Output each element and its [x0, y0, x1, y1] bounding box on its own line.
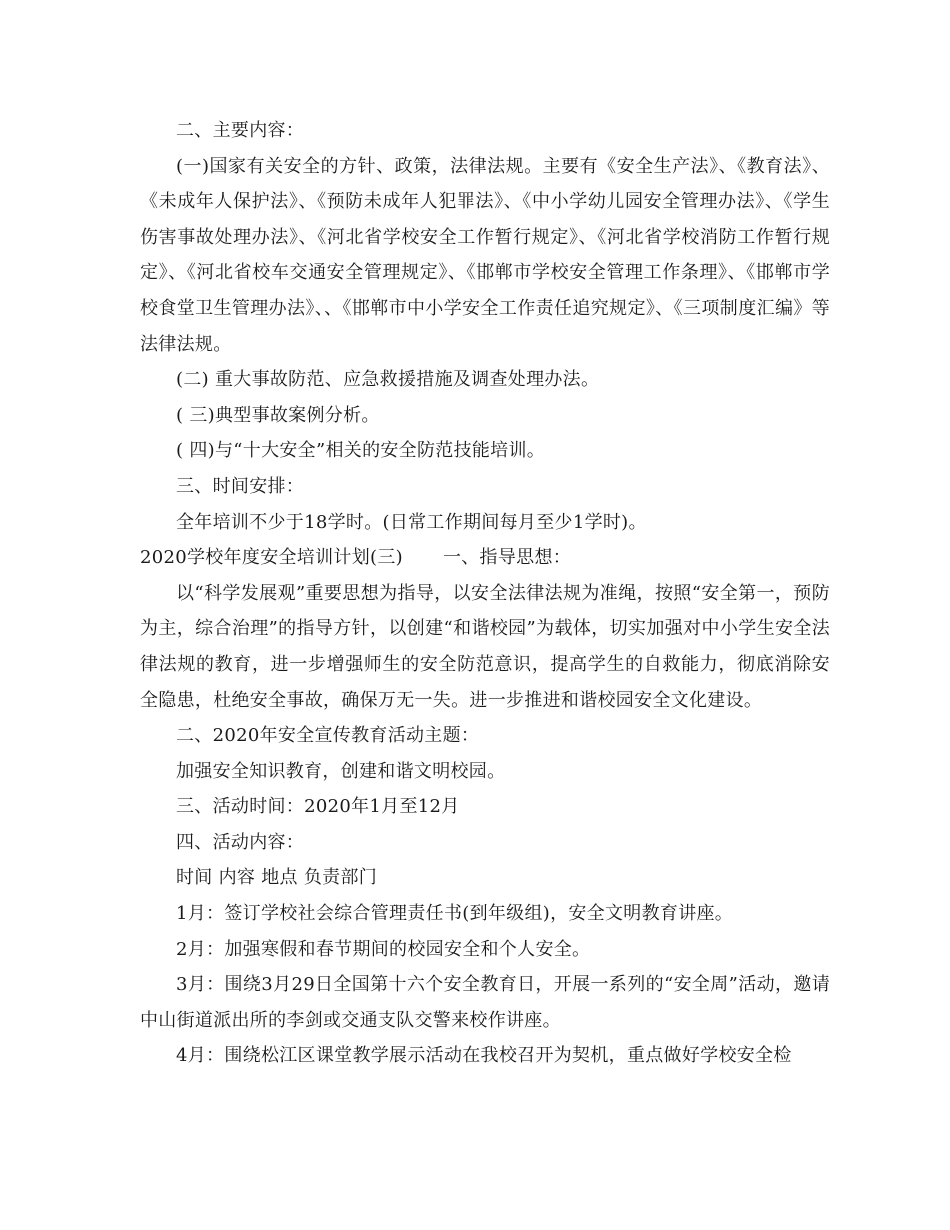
- list-item-accident-prevention: (二) 重大事故防范、应急救援措施及调查处理办法。: [176, 369, 600, 391]
- paragraph-guiding-thought: 以“科学发展观”重要思想为指导，以安全法律法规为准绳，按照“安全第一，预防为主，综合治理”的指导方针，以创建“和谐校园”为载体，切实加强对中小学生安全法律法规的教育，进一步增强师生的安全防范意识，提高学生的自救能力，彻底消除安全隐患，杜绝安全事故，确保万无一失。进一步推进和谐校园安全文化建设。: [140, 582, 830, 711]
- activity-april: 4月：围绕松江区课堂教学展示活动在我校召开为契机，重点做好学校安全检: [176, 1045, 792, 1067]
- activity-march: 3月：围绕3月29日全国第十六个安全教育日，开展一系列的“安全周”活动，邀请中山街道派出所的李剑或交通支队交警来校作讲座。: [140, 974, 830, 1031]
- plan-title: 2020学校年度安全培训计划(三): [140, 547, 403, 569]
- paragraph-training-hours: 全年培训不少于18学时。(日常工作期间每月至少1学时)。: [176, 511, 647, 533]
- list-item-case-analysis: ( 三)典型事故案例分析。: [176, 404, 380, 426]
- list-item-skills-training: ( 四)与“十大安全”相关的安全防范技能培训。: [176, 440, 546, 462]
- heading-activity-theme: 二、2020年安全宣传教育活动主题：: [176, 725, 480, 747]
- heading-schedule: 三、时间安排：: [176, 475, 305, 497]
- section-title-plan-three: [140, 540, 830, 576]
- paragraph-laws-list: (一)国家有关安全的方针、政策，法律法规。主要有《安全生产法》、《教育法》、《未成年人保护法》、《预防未成年人犯罪法》、《中小学幼儿园安全管理办法》、《学生伤害事故处理办法》、《河北省学校安全工作暂行规定》、《河北省学校消防工作暂行规定》、《河北省校车交通安全管理规定》、《邯郸市学校安全管理工作条理》、《邯郸市学校食堂卫生管理办法》、、《邯郸市中小学安全工作责任追究规定》、《三项制度汇编》等法律法规。: [140, 155, 830, 355]
- document-body: [140, 113, 830, 1074]
- heading-guiding-thought: 一、指导思想：: [442, 547, 572, 569]
- activity-january: 1月：签订学校社会综合管理责任书(到年级组)，安全文明教育讲座。: [176, 903, 734, 925]
- heading-main-content: 二、主要内容：: [176, 120, 305, 141]
- table-header-line: 时间 内容 地点 负责部门: [176, 867, 378, 889]
- heading-activity-time: 三、活动时间：2020年1月至12月: [176, 796, 460, 818]
- heading-activity-content: 四、活动内容：: [176, 831, 305, 853]
- activity-february: 2月：加强寒假和春节期间的校园安全和个人安全。: [176, 938, 591, 960]
- paragraph-activity-theme: 加强安全知识教育，创建和谐文明校园。: [176, 760, 506, 782]
